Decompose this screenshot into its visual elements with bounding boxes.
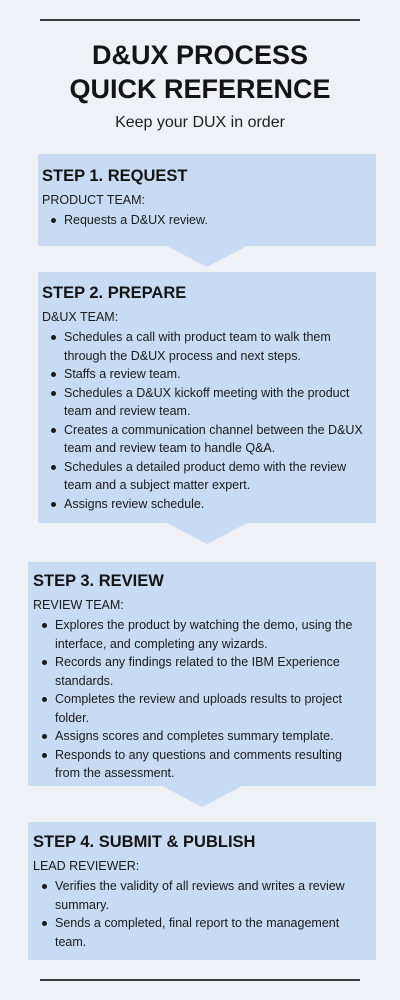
step-task-list [33, 877, 368, 951]
step-prepare [38, 272, 376, 523]
list-item: Schedules a D&UX kickoff meeting with the product team and review team. [64, 384, 368, 421]
step-team-label: PRODUCT TEAM: [42, 193, 146, 207]
title-line-1: D&UX PROCESS [91, 40, 309, 70]
list-item: Schedules a call with product team to walk them through the D&UX process and next steps. [64, 328, 368, 365]
step-task-list [33, 616, 368, 783]
step-task-list [42, 328, 368, 513]
title-line-2: QUICK REFERENCE [69, 74, 331, 104]
step-request [38, 154, 376, 246]
step-heading: STEP 2. PREPARE [42, 284, 187, 302]
list-item: Explores the product by watching the demo, using the interface, and completing any wizards. [55, 616, 368, 653]
page-subtitle: Keep your DUX in order [115, 114, 285, 131]
list-item: Staffs a review team. [64, 365, 368, 384]
step-submit-publish [28, 822, 376, 960]
step-task-list [42, 211, 376, 230]
step-team-label: REVIEW TEAM: [33, 598, 124, 612]
list-item: Requests a D&UX review. [64, 211, 376, 230]
step-heading: STEP 3. REVIEW [33, 572, 164, 590]
step-team-label: LEAD REVIEWER: [33, 859, 140, 873]
list-item: Creates a communication channel between the D&UX team and review team to handle Q&A. [64, 421, 368, 458]
top-divider [40, 19, 360, 21]
list-item: Verifies the validity of all reviews and writes a review summary. [55, 877, 368, 914]
list-item: Assigns review schedule. [64, 495, 368, 514]
step-team-label: D&UX TEAM: [42, 310, 119, 324]
list-item: Assigns scores and completes summary template. [55, 727, 368, 746]
page-title [0, 38, 400, 106]
list-item: Records any findings related to the IBM Experience standards. [55, 653, 368, 690]
step-heading: STEP 1. REQUEST [42, 167, 188, 185]
step-heading: STEP 4. SUBMIT & PUBLISH [33, 833, 256, 851]
list-item: Schedules a detailed product demo with the review team and a subject matter expert. [64, 458, 368, 495]
list-item: Responds to any questions and comments resulting from the assessment. [55, 746, 368, 783]
list-item: Sends a completed, final report to the management team. [55, 914, 368, 951]
step-review [28, 562, 376, 786]
bottom-divider [40, 979, 360, 981]
list-item: Completes the review and uploads results to project folder. [55, 690, 368, 727]
